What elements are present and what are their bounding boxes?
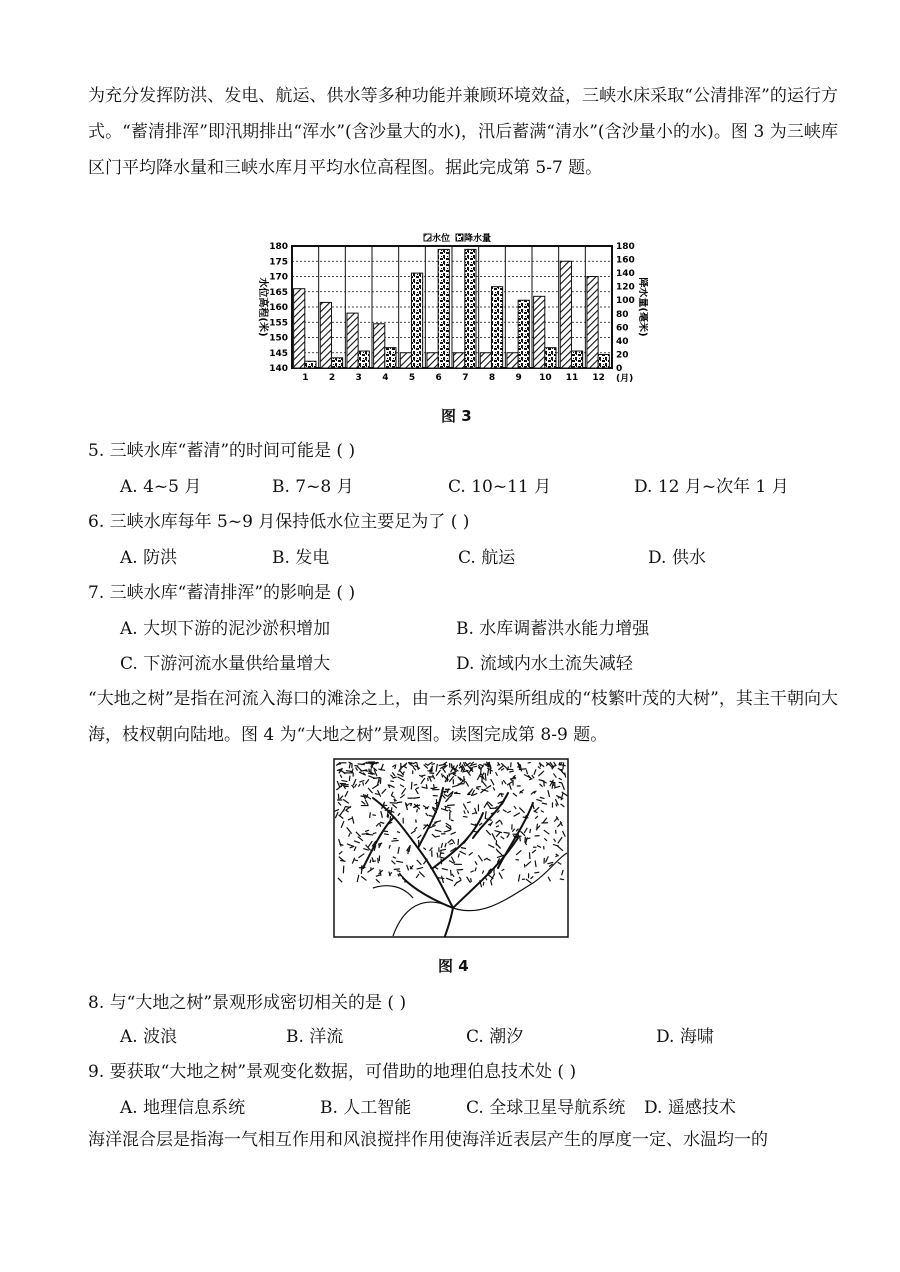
q8-option-b: B. 洋流 bbox=[286, 1027, 344, 1047]
y-right-tick-label: 60 bbox=[616, 323, 629, 334]
texture-stroke bbox=[454, 793, 460, 794]
q9-option-b: B. 人工智能 bbox=[320, 1098, 412, 1118]
texture-stroke bbox=[358, 764, 365, 765]
texture-stroke bbox=[483, 882, 484, 886]
y-left-tick-label: 150 bbox=[269, 333, 288, 344]
bar-precipitation-10 bbox=[545, 348, 556, 368]
x-tick-label: 6 bbox=[435, 373, 442, 383]
texture-stroke bbox=[559, 782, 562, 783]
texture-stroke bbox=[476, 787, 480, 788]
intro-paragraph-1: 为充分发挥防洪、发电、航运、供水等多种功能并兼顾环境效益，三峡水床采取“公清排浑”的运行方式。“蓄清排浑”即汛期排出“浑水”(含沙量大的水)，汛后蓄满“清水”(含沙量小的水)。图 3 为三峡库区门平均降水量和三峡水库月平均水位高程图。据此完成第 5-7 题。 bbox=[88, 86, 838, 178]
y-left-tick-label: 140 bbox=[269, 364, 288, 374]
y-right-tick-label: 40 bbox=[616, 336, 629, 347]
texture-stroke bbox=[458, 839, 459, 845]
bar-precipitation-11 bbox=[571, 351, 582, 368]
x-tick-label: 11 bbox=[565, 373, 579, 383]
texture-stroke bbox=[349, 776, 350, 781]
q6-option-d: D. 供水 bbox=[648, 548, 706, 568]
q9-option-d: D. 遥感技术 bbox=[644, 1098, 736, 1118]
chart-legend bbox=[424, 232, 491, 244]
figure-4-caption: 图 4 bbox=[438, 957, 469, 975]
intro-paragraph-2: “大地之树”是指在河流入海口的滩涂之上，由一系列沟渠所组成的“枝繁叶茂的大树”，其主干朝向大海，枝杈朝向陆地。图 4 为“大地之树”景观图。读图完成第 8-9 题。 bbox=[88, 689, 838, 745]
figure-4-landscape-image bbox=[333, 758, 569, 938]
legend-label-precipitation: 降水量 bbox=[464, 234, 492, 244]
bar-precipitation-9 bbox=[518, 300, 529, 368]
bar-precipitation-3 bbox=[358, 351, 369, 368]
q5-option-c: C. 10~11 月 bbox=[448, 477, 552, 497]
texture-stroke bbox=[560, 879, 564, 880]
texture-stroke bbox=[338, 794, 339, 800]
question-7-stem: 7. 三峡水库“蓄清排浑”的影响是 ( ) bbox=[88, 583, 356, 603]
bar-precipitation-6 bbox=[438, 249, 449, 368]
bar-precipitation-8 bbox=[491, 287, 502, 368]
q9-option-a: A. 地理信息系统 bbox=[120, 1098, 246, 1118]
texture-stroke bbox=[390, 781, 394, 782]
legend-swatch-water-level bbox=[424, 234, 431, 241]
bar-precipitation-7 bbox=[465, 249, 476, 368]
y-right-tick-label: 80 bbox=[616, 309, 629, 320]
texture-stroke bbox=[355, 860, 358, 861]
y-left-tick-label: 145 bbox=[269, 348, 288, 359]
texture-stroke bbox=[338, 764, 341, 765]
texture-stroke bbox=[528, 762, 531, 763]
texture-stroke bbox=[434, 784, 435, 788]
y-right-tick-label: 0 bbox=[616, 364, 623, 374]
texture-stroke bbox=[540, 762, 541, 766]
x-tick-label: 9 bbox=[515, 373, 522, 383]
texture-stroke bbox=[369, 769, 370, 772]
texture-stroke bbox=[370, 812, 371, 818]
texture-stroke bbox=[411, 782, 412, 790]
bar-water-level-7 bbox=[454, 353, 465, 368]
y-right-tick-label: 140 bbox=[616, 269, 635, 280]
q7-option-b: B. 水库调蓄洪水能力增强 bbox=[456, 619, 650, 639]
texture-stroke bbox=[471, 878, 472, 882]
texture-stroke bbox=[394, 869, 400, 870]
bar-water-level-2 bbox=[320, 302, 331, 368]
texture-stroke bbox=[378, 858, 379, 863]
bar-water-level-12 bbox=[587, 277, 598, 369]
bar-water-level-4 bbox=[374, 324, 385, 368]
x-tick-label: 3 bbox=[355, 373, 362, 383]
texture-stroke bbox=[416, 819, 417, 822]
q6-option-a: A. 防洪 bbox=[120, 548, 178, 568]
texture-stroke bbox=[473, 766, 477, 767]
y-left-tick-label: 180 bbox=[269, 242, 288, 252]
texture-stroke bbox=[361, 865, 362, 870]
bar-water-level-10 bbox=[534, 296, 545, 368]
x-tick-label: 7 bbox=[462, 373, 469, 383]
q7-option-a: A. 大坝下游的泥沙淤积增加 bbox=[120, 619, 331, 639]
q6-option-b: B. 发电 bbox=[272, 548, 330, 568]
texture-stroke bbox=[520, 836, 521, 841]
intro-paragraph-3: 海洋混合层是指海一气相互作用和风浪搅拌作用使海洋近表层产生的厚度一定、水温均一的 bbox=[88, 1130, 768, 1150]
texture-stroke bbox=[516, 859, 519, 860]
y-left-tick-label: 170 bbox=[269, 272, 288, 283]
x-axis-unit: (月) bbox=[616, 374, 634, 384]
x-tick-label: 5 bbox=[408, 373, 416, 383]
q5-option-d: D. 12 月~次年 1 月 bbox=[634, 477, 789, 497]
q6-option-c: C. 航运 bbox=[458, 548, 516, 568]
q9-option-c: C. 全球卫星导航系统 bbox=[466, 1098, 626, 1118]
bar-water-level-5 bbox=[400, 353, 411, 368]
texture-stroke bbox=[563, 762, 564, 769]
texture-stroke bbox=[485, 773, 486, 781]
texture-stroke bbox=[449, 773, 450, 776]
bar-water-level-6 bbox=[427, 353, 438, 368]
texture-stroke bbox=[519, 769, 527, 770]
x-tick-label: 1 bbox=[302, 373, 309, 383]
question-6-stem: 6. 三峡水库每年 5~9 月保持低水位主要足为了 ( ) bbox=[88, 512, 470, 532]
texture-stroke bbox=[414, 784, 417, 785]
texture-stroke bbox=[490, 808, 497, 809]
texture-stroke bbox=[511, 762, 512, 767]
texture-stroke bbox=[530, 829, 531, 833]
y-right-axis-label: 降水量(毫米) bbox=[637, 277, 648, 337]
texture-stroke bbox=[391, 840, 398, 841]
legend-label-water-level: 水位 bbox=[432, 234, 451, 244]
q5-option-a: A. 4~5 月 bbox=[120, 477, 202, 497]
q7-option-c: C. 下游河流水量供给量增大 bbox=[120, 654, 331, 674]
texture-stroke bbox=[408, 762, 412, 763]
bar-water-level-9 bbox=[507, 353, 518, 368]
texture-stroke bbox=[375, 794, 379, 795]
y-right-tick-label: 160 bbox=[616, 255, 635, 266]
texture-stroke bbox=[408, 803, 411, 804]
texture-stroke bbox=[458, 784, 465, 785]
chart-bars bbox=[294, 249, 610, 368]
bar-precipitation-2 bbox=[331, 358, 342, 368]
q8-option-d: D. 海啸 bbox=[656, 1027, 714, 1047]
y-left-tick-label: 160 bbox=[269, 303, 288, 313]
x-tick-label: 4 bbox=[382, 373, 389, 383]
x-tick-label: 12 bbox=[592, 373, 605, 383]
y-right-tick-label: 180 bbox=[616, 242, 635, 252]
legend-swatch-precipitation bbox=[456, 234, 463, 241]
y-left-axis-label: 水位高程(米) bbox=[257, 277, 268, 337]
q8-option-a: A. 波浪 bbox=[120, 1027, 178, 1047]
bar-water-level-3 bbox=[347, 313, 358, 368]
texture-stroke bbox=[372, 815, 375, 816]
figure-3-caption: 图 3 bbox=[441, 407, 472, 425]
figure-3-chart bbox=[248, 228, 648, 386]
question-9-stem: 9. 要获取“大地之树”景观变化数据，可借助的地理伯息技术处 ( ) bbox=[88, 1062, 577, 1082]
bar-precipitation-5 bbox=[411, 273, 422, 368]
texture-stroke bbox=[397, 802, 402, 803]
bar-precipitation-1 bbox=[305, 361, 316, 368]
y-right-tick-label: 120 bbox=[616, 282, 635, 293]
x-tick-label: 10 bbox=[539, 373, 552, 383]
texture-stroke bbox=[464, 776, 465, 783]
y-right-tick-label: 20 bbox=[616, 350, 629, 361]
y-left-tick-label: 165 bbox=[269, 287, 288, 298]
bar-precipitation-4 bbox=[385, 348, 396, 368]
texture-stroke bbox=[384, 834, 389, 835]
bar-water-level-1 bbox=[294, 289, 305, 368]
q7-option-d: D. 流域内水土流失减轻 bbox=[456, 654, 633, 674]
question-8-stem: 8. 与“大地之树”景观形成密切相关的是 ( ) bbox=[88, 993, 407, 1013]
texture-stroke bbox=[417, 809, 418, 812]
question-5-stem: 5. 三峡水库“蓄清”的时间可能是 ( ) bbox=[88, 441, 356, 461]
x-tick-label: 8 bbox=[488, 373, 496, 383]
q8-option-c: C. 潮汐 bbox=[466, 1027, 524, 1047]
texture-stroke bbox=[534, 872, 539, 873]
texture-stroke bbox=[447, 805, 455, 806]
bar-water-level-8 bbox=[480, 353, 491, 368]
y-left-tick-label: 175 bbox=[269, 257, 288, 268]
y-left-tick-label: 155 bbox=[269, 318, 288, 329]
texture-stroke bbox=[451, 870, 452, 876]
y-right-tick-label: 100 bbox=[616, 296, 635, 307]
texture-stroke bbox=[463, 816, 468, 817]
bar-water-level-11 bbox=[560, 261, 571, 368]
q5-option-b: B. 7~8 月 bbox=[272, 477, 354, 497]
texture-stroke bbox=[432, 764, 435, 765]
bar-precipitation-12 bbox=[598, 354, 609, 368]
x-tick-label: 2 bbox=[328, 373, 336, 383]
